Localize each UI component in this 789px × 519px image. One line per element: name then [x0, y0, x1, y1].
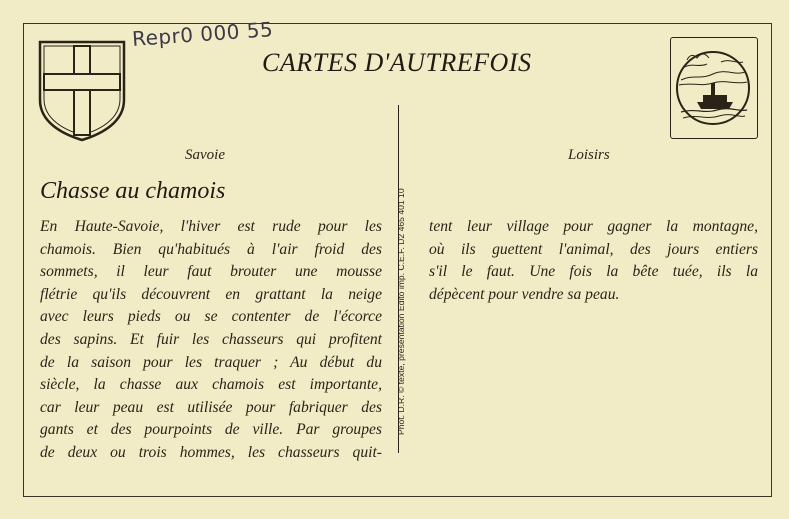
text-line: sommets, il leur faut brouter une mousse: [40, 263, 382, 281]
text-line: de deux ou trois hommes, les chasseurs quit-: [40, 443, 382, 461]
text-line: gants et des pourpoints de ville. Par groupes: [40, 421, 382, 439]
text-line: où ils guettent l'animal, des jours entiers: [429, 240, 758, 258]
handwritten-reference: Repr0 000 55: [131, 17, 274, 51]
theme-label: Loisirs: [568, 147, 610, 163]
text-line: siècle, la chasse aux chamois est importante,: [40, 376, 382, 394]
text-line: de la saison pour les traquer ; Au début du: [40, 353, 382, 371]
right-column-text: [429, 216, 758, 306]
text-line: tent leur village pour gagner la montagne,: [429, 218, 758, 235]
text-line: des sapins. Et fuir les chasseurs qui profitent: [40, 330, 382, 348]
photo-credit: Phot. D.R. © texte, présentation Edito imp. C.E.F. D2 465 401 10: [396, 188, 406, 435]
region-label: Savoie: [185, 147, 225, 163]
text-line: flétrie qu'ils découvrent en grattant la neige: [40, 285, 382, 303]
text-line: En Haute-Savoie, l'hiver est rude pour les: [40, 218, 382, 235]
article-heading: Chasse au chamois: [40, 178, 226, 204]
left-column-text: [40, 216, 382, 465]
text-line: chamois. Bien qu'habitués à l'air froid des: [40, 240, 382, 258]
text-line: car leur peau est utilisée pour fabriquer des: [40, 398, 382, 416]
steamboat-lake-icon: [671, 38, 756, 137]
stamp-box: [670, 37, 758, 139]
series-title: CARTES D'AUTREFOIS: [262, 48, 532, 77]
savoie-crest-icon: [36, 38, 128, 142]
text-line: s'il le faut. Une fois la bête tuée, ils la: [429, 263, 758, 281]
text-line: avec leurs pieds ou se contenter de l'écorce: [40, 308, 382, 326]
text-line: dépècent pour vendre sa peau.: [429, 285, 620, 303]
